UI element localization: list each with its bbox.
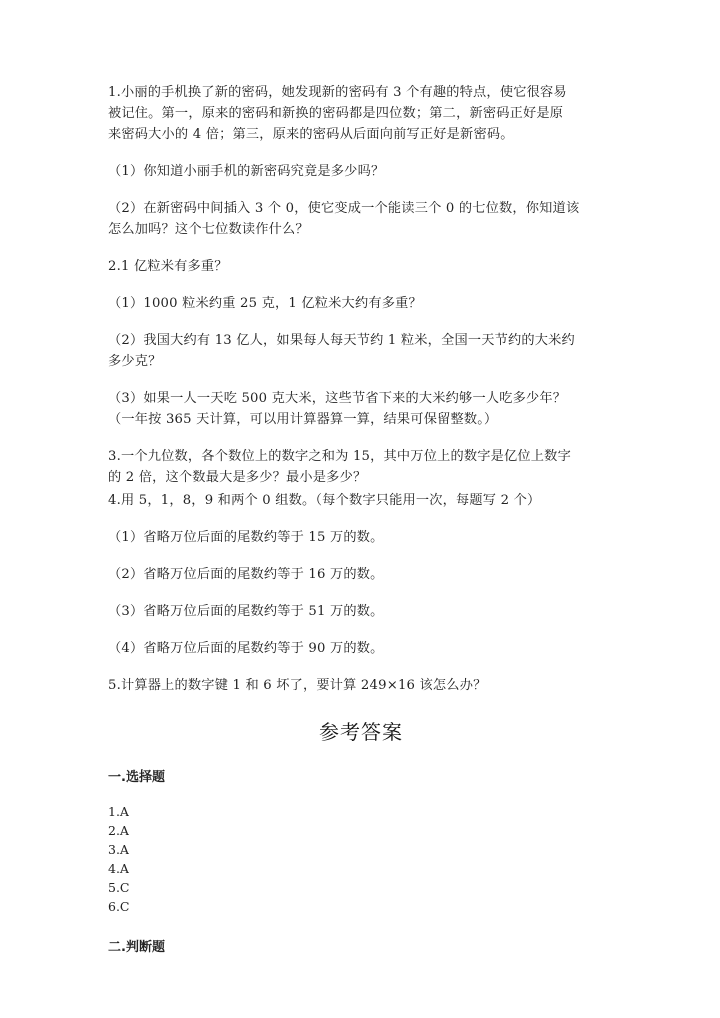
question-3: [108, 446, 614, 488]
answer-item: 6.C: [108, 899, 130, 914]
text-line: 被记住。第一，原来的密码和新换的密码都是四位数；第二，新密码正好是原: [108, 106, 564, 121]
question-1-sub-1: [108, 161, 614, 182]
text-line: 的 2 倍，这个数最大是多少？最小是多少？: [108, 470, 367, 485]
text-line: （4）省略万位后面的尾数约等于 90 万的数。: [108, 641, 384, 656]
answer-item: 3.A: [108, 842, 129, 857]
text-line: 3.一个九位数，各个数位上的数字之和为 15，其中万位上的数字是亿位上数字: [108, 449, 571, 464]
text-line: 多少克？: [108, 354, 162, 369]
text-line: （3）如果一人一天吃 500 克大米，这些节省下来的大米约够一人吃多少年？: [108, 391, 567, 406]
text-line: 2.1 亿粒米有多重？: [108, 259, 228, 274]
text-line: （2）我国大约有 13 亿人，如果每人每天节约 1 粒米，全国一天节约的大米约: [108, 333, 575, 348]
question-4-sub-3: [108, 601, 614, 622]
text-line: （2）在新密码中间插入 3 个 0，使它变成一个能读三个 0 的七位数，你知道该: [108, 201, 580, 216]
text-line: （1）1000 粒米约重 25 克，1 亿粒米大约有多重？: [108, 296, 422, 311]
document-page: [108, 82, 614, 958]
question-4-sub-1: [108, 527, 614, 548]
answer-item: 4.A: [108, 861, 129, 876]
text-line: （1）省略万位后面的尾数约等于 15 万的数。: [108, 530, 384, 545]
answer-item: 5.C: [108, 880, 130, 895]
text-line: （2）省略万位后面的尾数约等于 16 万的数。: [108, 567, 384, 582]
section-title-choice: 一.选择题: [108, 770, 165, 785]
text-line: （3）省略万位后面的尾数约等于 51 万的数。: [108, 604, 384, 619]
question-5: [108, 675, 614, 696]
question-2-sub-3: [108, 388, 614, 430]
question-4-title: [108, 490, 614, 511]
question-4-sub-4: [108, 638, 614, 659]
question-1-sub-2: [108, 198, 614, 240]
section-title-judgement: 二.判断题: [108, 940, 165, 955]
text-line: 来密码大小的 4 倍；第三，原来的密码从后面向前写正好是新密码。: [108, 127, 514, 142]
text-line: 1.小丽的手机换了新的密码，她发现新的密码有 3 个有趣的特点，使它很容易: [108, 85, 567, 100]
text-line: 5.计算器上的数字键 1 和 6 坏了，要计算 249×16 该怎么办？: [108, 678, 487, 693]
answer-item: 1.A: [108, 804, 129, 819]
question-2-sub-2: [108, 330, 614, 372]
answer-list: [108, 802, 614, 916]
text-line: 4.用 5，1，8，9 和两个 0 组数。（每个数字只能用一次，每题写 2 个）: [108, 493, 541, 508]
question-2-title: [108, 256, 614, 277]
text-line: （一年按 365 天计算，可以用计算器算一算，结果可保留整数。）: [108, 412, 498, 427]
answers-heading: 参考答案: [319, 720, 403, 744]
text-line: 怎么加吗？这个七位数读作什么？: [108, 222, 309, 237]
text-line: （1）你知道小丽手机的新密码究竟是多少吗？: [108, 164, 385, 179]
answer-item: 2.A: [108, 823, 129, 838]
question-2-sub-1: [108, 293, 614, 314]
question-1-intro: [108, 82, 614, 145]
question-4-sub-2: [108, 564, 614, 585]
